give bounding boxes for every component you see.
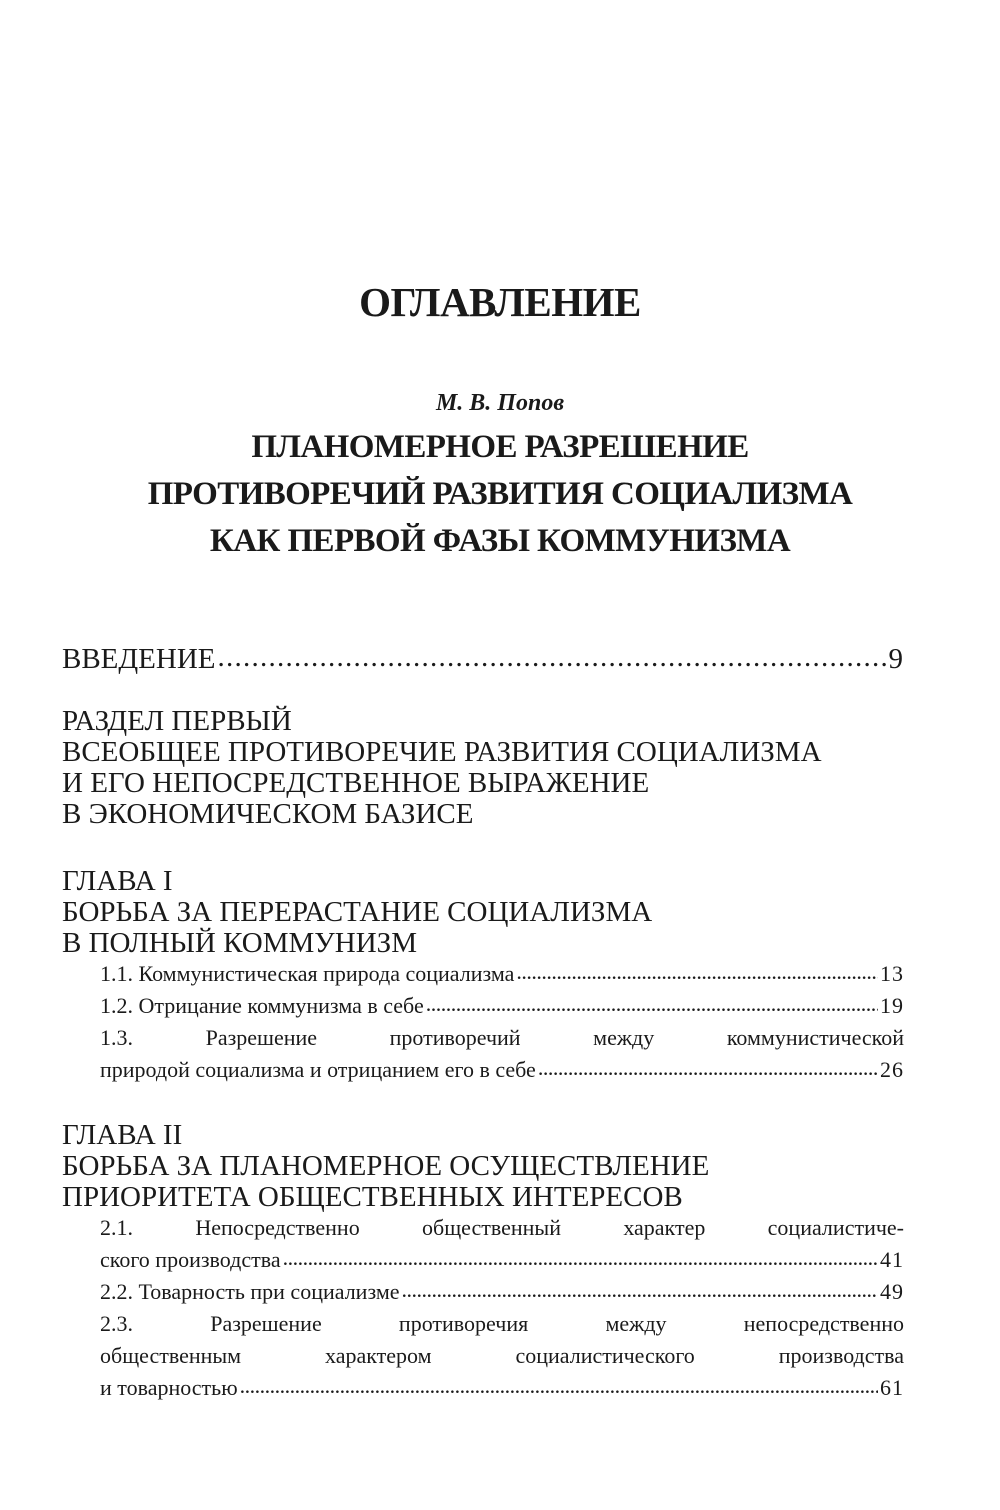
dot-leader [240,1370,878,1402]
toc-entry[interactable] [100,1276,904,1308]
book-title-line: КАК ПЕРВОЙ ФАЗЫ КОММУНИЗМА [209,523,791,559]
dot-leader [426,988,878,1020]
book-title [0,424,1000,565]
toc-page-number: 26 [880,1057,904,1082]
book-title-line: ПРОТИВОРЕЧИЙ РАЗВИТИЯ СОЦИАЛИЗМА [147,476,853,512]
toc-page-number: 41 [880,1247,904,1272]
book-title-line: ПЛАНОМЕРНОЕ РАЗРЕШЕНИЕ [251,429,749,465]
part-heading-line: ВСЕОБЩЕЕ ПРОТИВОРЕЧИЕ РАЗВИТИЯ СОЦИАЛИЗМА [62,736,822,768]
toc-entry-label: природой социализма и отрицанием его в себе [100,1057,536,1082]
toc-entry[interactable] [100,1212,904,1276]
toc-entry-label: 1.1. Коммунистическая природа социализма [100,961,515,986]
toc-entry-line: 1.3. Разрешение противоречий между коммунистической [100,1025,904,1050]
chapter-heading-line: БОРЬБА ЗА ПЕРЕРАСТАНИЕ СОЦИАЛИЗМА [62,896,653,928]
toc-entry[interactable] [100,958,904,990]
chapter-heading-line: ПРИОРИТЕТА ОБЩЕСТВЕННЫХ ИНТЕРЕСОВ [62,1181,683,1213]
toc-page-number: 61 [880,1375,904,1400]
author-name: М. В. Попов [435,390,565,416]
toc-intro[interactable] [62,640,904,678]
chapter-heading-line: ГЛАВА II [62,1119,183,1151]
toc-entry[interactable] [100,1308,904,1404]
dot-leader [402,1274,878,1306]
chapter-heading-line: БОРЬБА ЗА ПЛАНОМЕРНОЕ ОСУЩЕСТВЛЕНИЕ [62,1150,710,1182]
toc-entry-label: 1.2. Отрицание коммунизма в себе [100,993,424,1018]
page-title: ОГЛАВЛЕНИЕ [359,279,641,325]
toc-chapter-entries [100,958,904,1086]
toc-entry-line: 2.3. Разрешение противоречия между непосредственно [100,1311,904,1336]
toc-part-heading [62,706,904,830]
dot-leader [283,1242,878,1274]
part-heading-line: В ЭКОНОМИЧЕСКОМ БАЗИСЕ [62,798,474,830]
toc-entry-label: 2.2. Товарность при социализме [100,1279,400,1304]
toc-page-number: 9 [888,643,904,675]
dot-leader [218,638,887,676]
part-heading-line: РАЗДЕЛ ПЕРВЫЙ [62,705,292,737]
part-heading-line: И ЕГО НЕПОСРЕДСТВЕННОЕ ВЫРАЖЕНИЕ [62,767,650,799]
toc-entry-label: ВВЕДЕНИЕ [62,643,216,675]
dot-leader [538,1052,878,1084]
toc-page-number: 49 [880,1279,904,1304]
toc-page-number: 13 [880,961,904,986]
dot-leader [516,956,878,988]
chapter-heading-line: В ПОЛНЫЙ КОММУНИЗМ [62,927,417,959]
toc-entry[interactable] [100,1022,904,1086]
toc-chapter-heading [62,866,904,959]
toc-entry-label: ского производства [100,1247,281,1272]
toc-entry-label: и товарностью [100,1375,238,1400]
toc-entry-line: общественным характером социалистического производства [100,1343,904,1368]
toc-entry-line: 2.1. Непосредственно общественный характер социалистиче- [100,1215,904,1240]
toc-chapter-heading [62,1120,904,1213]
toc-page-number: 19 [880,993,904,1018]
toc-chapter-entries [100,1212,904,1404]
chapter-heading-line: ГЛАВА I [62,865,173,897]
toc-entry[interactable] [100,990,904,1022]
